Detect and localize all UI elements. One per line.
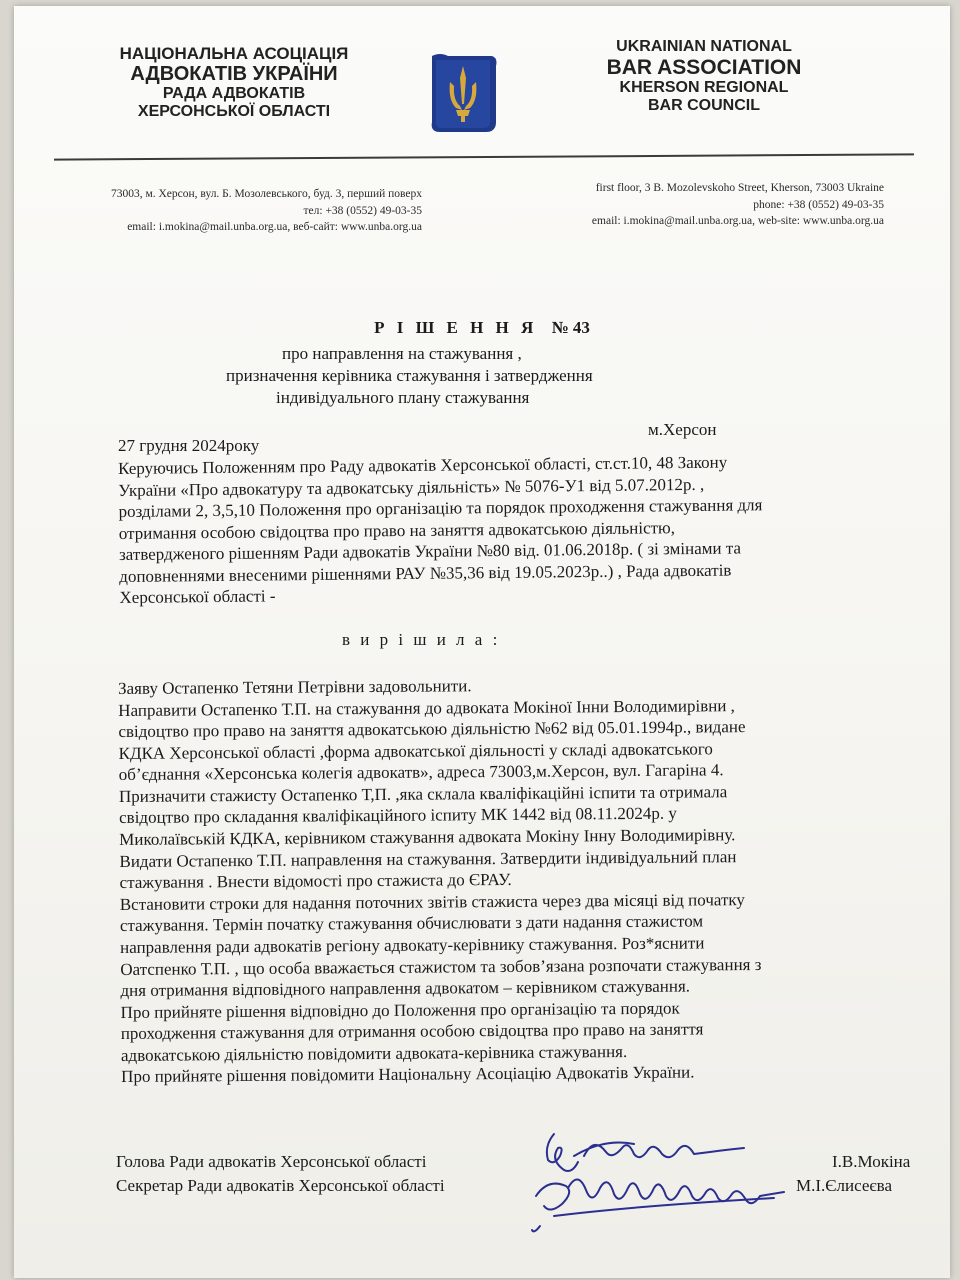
header-divider [54, 153, 914, 160]
signatory-role: Секретар Ради адвокатів Херсонської області [116, 1176, 445, 1195]
decision-title-word: Р І Ш Е Н Н Я [374, 318, 538, 337]
preamble-text [118, 450, 900, 609]
header-right-line3: KHERSON REGIONAL [619, 79, 789, 97]
decision-city: м.Херсон [648, 420, 717, 439]
resolution-line: Оатспенко Т.П. , що особа вважається стажистом та зобов’язана розпочати стажування з [120, 954, 762, 979]
resolution-line: дня отримання відповідного направлення адвокатом – керівником стажування. [120, 976, 691, 1001]
header-left-ukr [84, 44, 384, 121]
resolution-line: Видати Остапенко Т.П. направлення на стажування. Затвердити індивідуальний план [119, 846, 737, 871]
address-right-line2: phone: +38 (0552) 49-03-35 [753, 198, 884, 211]
decision-number: № 43 [551, 318, 590, 337]
trident-emblem-icon [426, 52, 500, 136]
header-right-line1: UKRAINIAN NATIONAL [616, 38, 792, 55]
header-left-line2: АДВОКАТІВ УКРАЇНИ [130, 63, 338, 86]
address-left-line2: тел: +38 (0552) 49-03-35 [303, 204, 422, 217]
decision-subtitle-2: призначення керівника стажування і затвердження [226, 366, 593, 385]
header-left-line1: НАЦІОНАЛЬНА АСОЦІАЦІЯ [119, 44, 349, 63]
signatory-name: М.І.Єлисеєва [796, 1176, 893, 1195]
header-right-eng [574, 38, 834, 115]
resolution-line: свідоцтво про складання кваліфікаційного іспиту МК 1442 від 08.11.2024р. у [119, 804, 677, 828]
preamble-line: затвердженого рішенням Ради адвокатів України №80 від. 01.06.2018р. ( зі змінами та [118, 538, 742, 565]
address-left [62, 186, 422, 236]
resolution-line: Заяву Остапенко Тетяни Петрівни задовольнити. [118, 676, 472, 698]
decided-heading: в и р і ш и л а : [342, 630, 501, 649]
resolution-line: КДКА Херсонської області ,форма адвокатської діяльності у складі адвокатського [118, 739, 713, 763]
decision-title [14, 318, 950, 338]
resolution-line: адвокатською діяльністю повідомити адвоката-керівника стажування. [120, 1041, 628, 1065]
resolution-line: Про прийняте рішення відповідно до Положення про організацію та порядок [120, 998, 680, 1022]
address-left-line1: 73003, м. Херсон, вул. Б. Мозолевського, буд. 3, перший поверх [110, 188, 422, 200]
resolution-line: Встановити строки для надання поточних звітів стажиста через два місяці від початку [119, 889, 745, 914]
signatory-name: І.В.Мокіна [832, 1152, 911, 1171]
resolution-line: об’єднання «Херсонська колегія адвокатв», адреса 73003,м.Херсон, вул. Гагаріна 4. [118, 760, 724, 785]
address-right-line1: first floor, 3 B. Mozolevskoho Street, Kherson, 73003 Ukraine [595, 182, 884, 194]
preamble-line: доповненнями внесеними рішеннями РАУ №35,36 від 19.05.2023р..) , Рада адвокатів [119, 560, 732, 586]
decision-date: 27 грудня 2024року [118, 436, 260, 455]
resolution-line: Призначити стажисту Остапенко Т,П. ,яка склала кваліфікаційні іспити та отримала [118, 782, 728, 806]
address-left-line3: email: i.mokina@mail.unba.org.ua, веб-сайт: www.unba.org.ua [127, 221, 422, 234]
decision-subtitle-3: індивідуального плану стажування [276, 388, 530, 407]
preamble-line: Херсонської області - [119, 586, 276, 608]
preamble-line: розділами 2, 3,5,10 Положення про організацію та порядок проходження стажування для [118, 495, 763, 522]
resolution-line: Про прийняте рішення повідомити Національну Асоціацію Адвокатів України. [121, 1062, 695, 1087]
header-right-line4: BAR COUNCIL [648, 97, 760, 115]
preamble-line: України «Про адвокатуру та адвокатську діяльність» № 5076-У1 від 5.07.2012р. , [118, 474, 705, 500]
resolution-line: Направити Остапенко Т.П. на стажування до адвоката Мокіної Інни Володимирівни , [118, 695, 735, 720]
signatory-role: Голова Ради адвокатів Херсонської області [116, 1152, 427, 1171]
resolution-line: Миколаївській КДКА, керівником стажування адвоката Мокіну Інну Володимирівну. [119, 825, 736, 850]
document-sheet [14, 6, 950, 1278]
header-left-line3: РАДА АДВОКАТІВ [162, 85, 306, 103]
resolution-line: направлення ради адвокатів регіону адвокату-керівнику стажування. Роз*яснити [120, 933, 705, 957]
address-right-line3: email: i.mokina@mail.unba.org.ua, web-site: www.unba.org.ua [591, 215, 884, 228]
preamble-line: отримання особою свідоцтва про право на заняття адвокатською діяльністю, [118, 517, 676, 543]
handwritten-signature [514, 1126, 814, 1236]
header-left-line4: ХЕРСОНСЬКОЇ ОБЛАСТІ [137, 103, 331, 121]
address-right [534, 180, 884, 230]
resolution-line: стажування. Термін початку стажування обчислювати з дати надання стажистом [119, 911, 704, 936]
decision-subtitle-1: про направлення на стажування , [282, 344, 522, 363]
header-right-line2: BAR ASSOCIATION [606, 55, 802, 79]
resolution-line: проходження стажування для отримання особою свідоцтва про право на заняття [120, 1019, 704, 1044]
resolution-line: стажування . Внести відомості про стажиста до ЄРАУ. [119, 870, 512, 893]
resolution-line: свідоцтво про право на заняття адвокатською діяльністю №62 від 05.01.1994р., видане [118, 717, 746, 742]
preamble-line: Керуючись Положенням про Раду адвокатів Херсонської області, ст.ст.10, 48 Закону [118, 452, 728, 478]
resolution-text [118, 672, 901, 1088]
